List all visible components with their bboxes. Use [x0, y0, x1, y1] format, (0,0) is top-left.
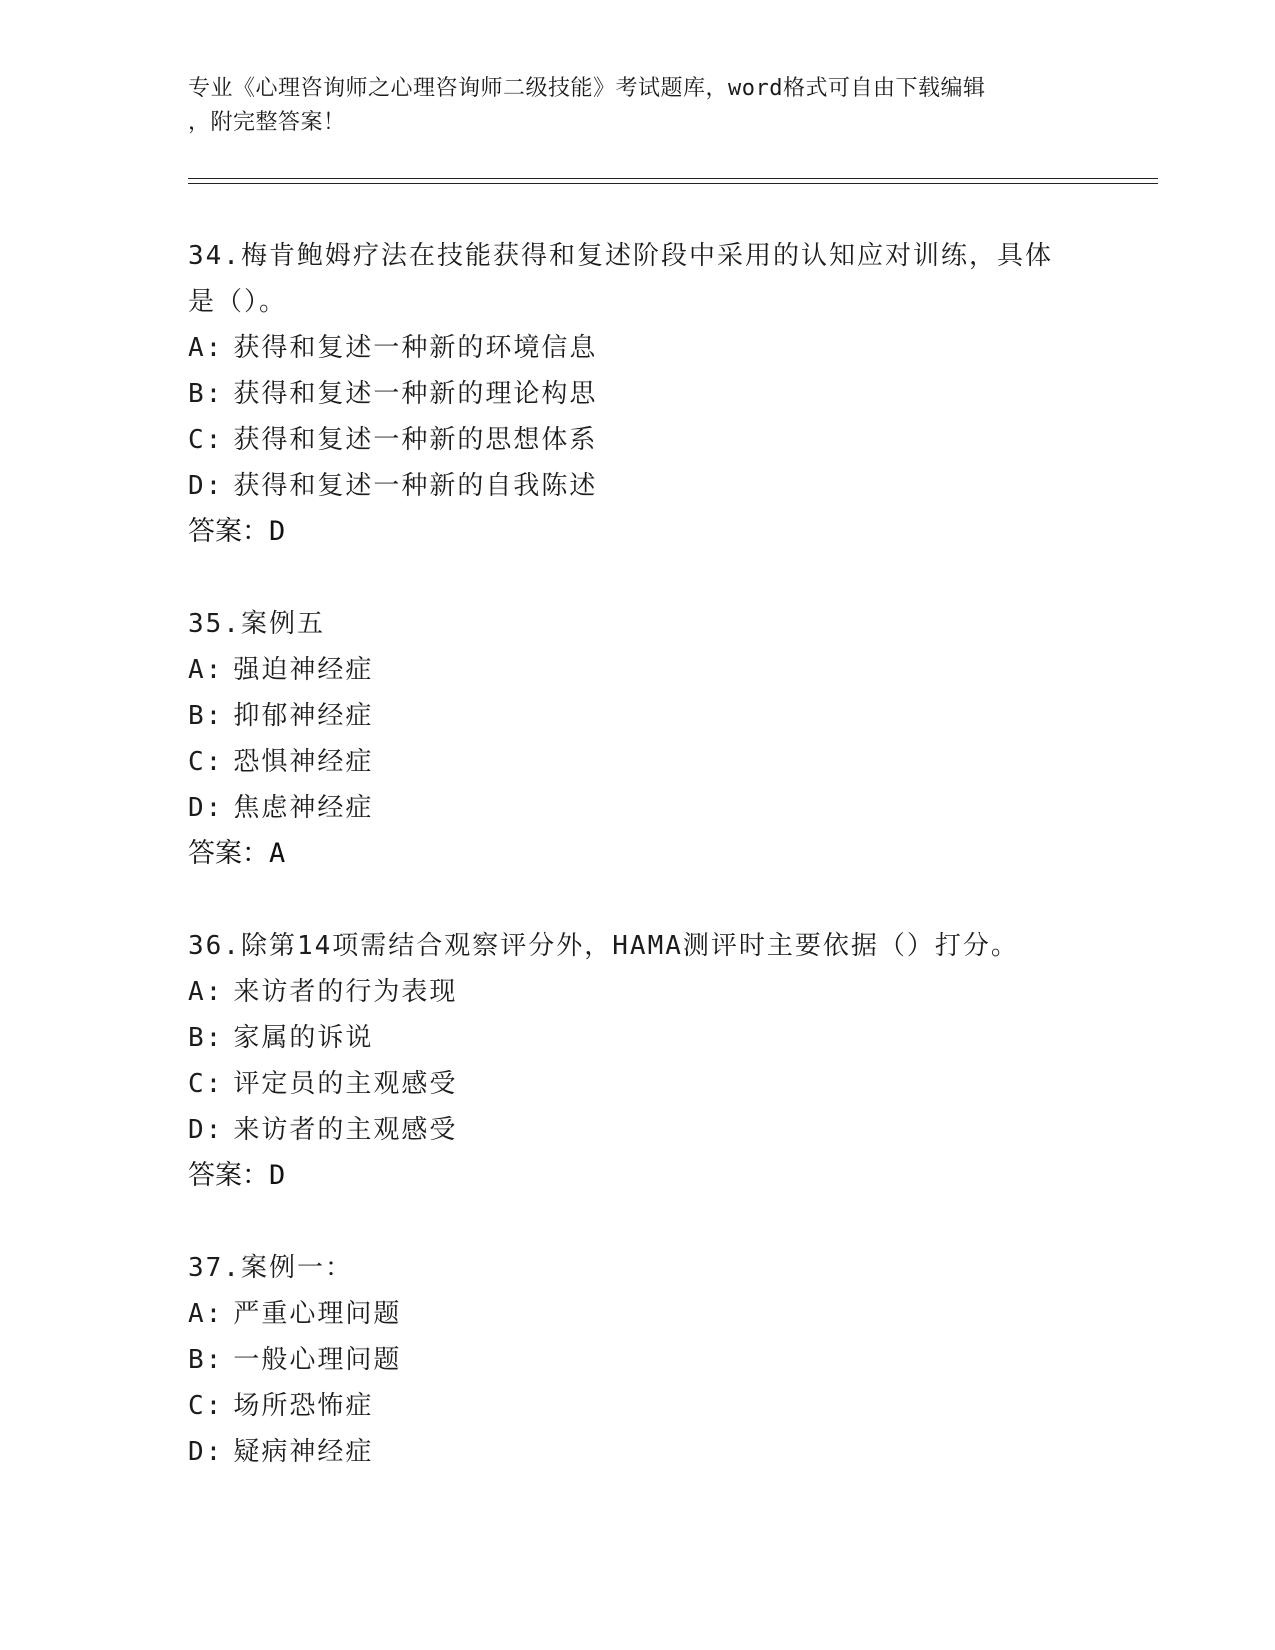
option-key: D: — [188, 793, 224, 823]
option-d — [188, 463, 1088, 509]
option-b — [188, 371, 1088, 417]
option-key: A: — [188, 333, 224, 363]
question-list — [188, 233, 1088, 1521]
option-c — [188, 1383, 1088, 1429]
option-text: 抑郁神经症 — [233, 701, 374, 731]
option-a — [188, 969, 1088, 1015]
option-c — [188, 1061, 1088, 1107]
question-34 — [188, 233, 1088, 555]
option-key: D: — [188, 1115, 224, 1145]
question-stem: 34.梅肯鲍姆疗法在技能获得和复述阶段中采用的认知应对训练，具体是（）。 — [188, 241, 1053, 317]
option-a — [188, 325, 1088, 371]
option-a — [188, 647, 1088, 693]
option-text: 家属的诉说 — [233, 1023, 374, 1053]
option-key: C: — [188, 1391, 224, 1421]
header-rule-top — [188, 178, 1158, 179]
option-text: 一般心理问题 — [233, 1345, 402, 1375]
option-b — [188, 1015, 1088, 1061]
question-stem: 36.除第14项需结合观察评分外，HAMA测评时主要依据（）打分。 — [188, 931, 1019, 961]
answer-line — [188, 831, 1088, 877]
option-key: B: — [188, 1345, 224, 1375]
question-stem: 37.案例一： — [188, 1253, 353, 1283]
answer-value: D — [269, 1160, 286, 1191]
option-text: 获得和复述一种新的自我陈述 — [233, 471, 598, 501]
option-text: 评定员的主观感受 — [233, 1069, 458, 1099]
option-key: C: — [188, 425, 224, 455]
answer-value: D — [269, 516, 286, 547]
answer-label: 答案： — [188, 1160, 269, 1191]
option-d — [188, 785, 1088, 831]
option-text: 焦虑神经症 — [233, 793, 374, 823]
option-text: 获得和复述一种新的环境信息 — [233, 333, 598, 363]
option-c — [188, 417, 1088, 463]
option-b — [188, 693, 1088, 739]
question-36 — [188, 923, 1088, 1199]
answer-label: 答案： — [188, 516, 269, 547]
option-d — [188, 1107, 1088, 1153]
answer-line — [188, 1153, 1088, 1199]
option-key: A: — [188, 655, 224, 685]
option-key: D: — [188, 1437, 224, 1467]
option-key: D: — [188, 471, 224, 501]
answer-line — [188, 509, 1088, 555]
option-key: C: — [188, 1069, 224, 1099]
option-text: 强迫神经症 — [233, 655, 374, 685]
option-key: C: — [188, 747, 224, 777]
option-b — [188, 1337, 1088, 1383]
answer-value: A — [269, 838, 286, 869]
question-stem: 35.案例五 — [188, 609, 325, 639]
header-rule-bottom — [188, 183, 1158, 184]
option-c — [188, 739, 1088, 785]
option-key: B: — [188, 701, 224, 731]
answer-label: 答案： — [188, 838, 269, 869]
option-text: 严重心理问题 — [233, 1299, 402, 1329]
option-text: 来访者的行为表现 — [233, 977, 458, 1007]
option-d — [188, 1429, 1088, 1475]
option-key: B: — [188, 379, 224, 409]
option-key: A: — [188, 1299, 224, 1329]
option-text: 疑病神经症 — [233, 1437, 374, 1467]
document-header: 专业《心理咨询师之心理咨询师二级技能》考试题库，word格式可自由下载编辑 ，附完整答案！ — [188, 76, 986, 135]
option-text: 来访者的主观感受 — [233, 1115, 458, 1145]
question-37 — [188, 1245, 1088, 1475]
question-35 — [188, 601, 1088, 877]
option-text: 获得和复述一种新的思想体系 — [233, 425, 598, 455]
option-text: 获得和复述一种新的理论构思 — [233, 379, 598, 409]
option-text: 恐惧神经症 — [233, 747, 374, 777]
option-a — [188, 1291, 1088, 1337]
option-key: B: — [188, 1023, 224, 1053]
option-key: A: — [188, 977, 224, 1007]
option-text: 场所恐怖症 — [233, 1391, 374, 1421]
